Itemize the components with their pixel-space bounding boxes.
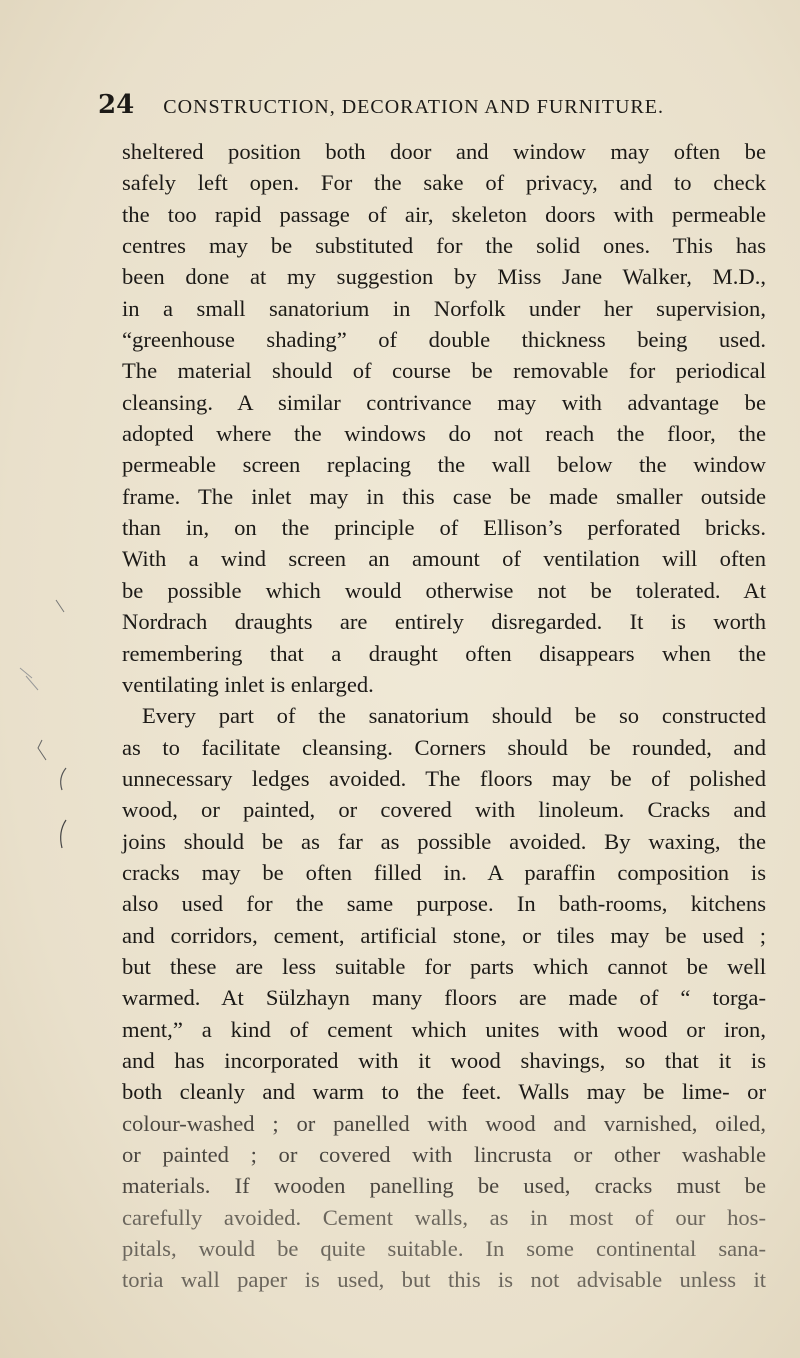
text-line: pitals, would be quite suitable. In some continental sana- [122,1236,766,1262]
text-line: Every part of the sanatorium should be so constructed [142,703,766,729]
text-line: as to facilitate cleansing. Corners should be rounded, and [122,734,766,760]
page-header [98,90,698,120]
margin-pencil-marks [0,0,120,1358]
text-line: The material should of course be removable for periodical [122,358,766,384]
text-line: ment,” a kind of cement which unites with wood or iron, [122,1016,766,1042]
text-line: been done at my suggestion by Miss Jane Walker, M.D., [122,264,766,290]
page-number: 24 [98,90,135,120]
text-line: both cleanly and warm to the feet. Walls may be lime- or [122,1079,766,1105]
text-line: colour-washed ; or panelled with wood and varnished, oiled, [122,1110,766,1136]
text-line: wood, or painted, or covered with linoleum. Cracks and [122,797,766,823]
text-line: centres may be substituted for the solid ones. This has [122,233,766,259]
text-line: toria wall paper is used, but this is not advisable unless it [122,1267,766,1293]
text-line: cleansing. A similar contrivance may with advantage be [122,389,766,415]
running-title: CONSTRUCTION, DECORATION AND FURNITURE. [163,96,664,118]
text-line: and has incorporated with it wood shavings, so that it is [122,1047,766,1073]
text-line: remembering that a draught often disappears when the [122,640,766,666]
text-line: carefully avoided. Cement walls, as in most of our hos- [122,1204,766,1230]
text-line: ventilating inlet is enlarged. [122,671,374,697]
text-line: warmed. At Sülzhayn many floors are made of “ torga- [122,985,766,1011]
text-line: unnecessary ledges avoided. The floors may be of polished [122,765,766,791]
body-text [122,136,766,1296]
text-line: adopted where the windows do not reach the floor, the [122,421,766,447]
text-line: the too rapid passage of air, skeleton doors with permeable [122,201,766,227]
text-line: permeable screen replacing the wall below the window [122,452,766,478]
text-line: Nordrach draughts are entirely disregarded. It is worth [122,609,766,635]
text-line: be possible which would otherwise not be tolerated. At [122,577,766,603]
text-line: With a wind screen an amount of ventilation will often [122,546,766,572]
text-line: frame. The inlet may in this case be made smaller outside [122,483,766,509]
text-line: materials. If wooden panelling be used, cracks must be [122,1173,766,1199]
text-line: also used for the same purpose. In bath-rooms, kitchens [122,891,766,917]
text-line: and corridors, cement, artificial stone, or tiles may be used ; [122,922,766,948]
text-line: cracks may be often filled in. A paraffin composition is [122,859,766,885]
text-line: or painted ; or covered with lincrusta or other washable [122,1142,766,1167]
text-line: sheltered position both door and window may often be [122,139,766,164]
text-line: than in, on the principle of Ellison’s perforated bricks. [122,515,766,541]
text-line: “greenhouse shading” of double thickness being used. [122,327,766,353]
text-line: but these are less suitable for parts which cannot be well [122,953,766,979]
text-line: in a small sanatorium in Norfolk under her supervision, [122,295,766,321]
text-line: joins should be as far as possible avoided. By waxing, the [122,828,766,854]
text-line: safely left open. For the sake of privacy, and to check [122,170,766,196]
